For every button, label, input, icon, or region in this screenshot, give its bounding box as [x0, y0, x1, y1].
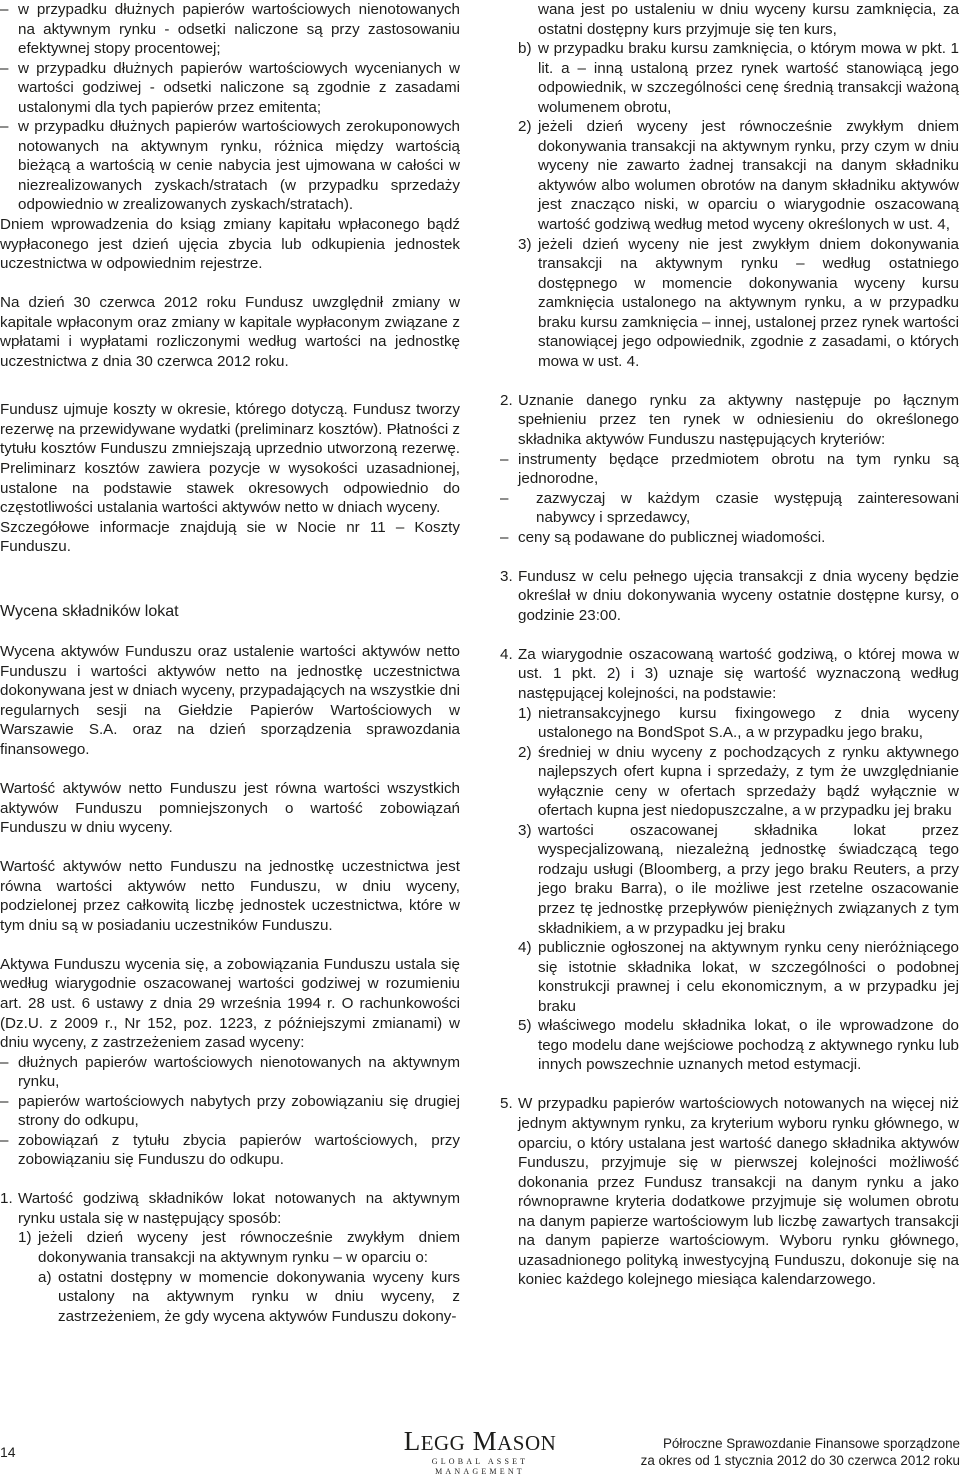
logo-wordmark: LEGG MASON	[403, 1426, 557, 1456]
list-text: Uznanie danego rynku za aktywny następuje po łącznym spełnieniu przez ten rynek w odniesieniu do określonego składnika aktywów Funduszu następujących kryteriów:	[518, 391, 959, 448]
list-text: jeżeli dzień wyceny jest równocześnie zwykłym dniem dokonywania transakcji na aktywnym rynku, przy czym w dniu wyceny nie zawarto żadnej transakcji na danym składniku aktywów albo wolumen obrotów na danym składniku aktywów jest znacząco niski, w oparciu o wiarygodnie oszacowaną wartość godziwą według metod wyceny określonych w ust. 4,	[538, 118, 959, 234]
list-text: jeżeli dzień wyceny jest równocześnie zwykłym dniem dokonywania transakcji na aktywnym rynku – w oparciu o:	[38, 1229, 460, 1267]
list-item	[0, 1228, 460, 1267]
report-title	[641, 1435, 960, 1469]
dash-item: – w przypadku dłużnych papierów wartościowych wycenianych w wartości godziwej - odsetki naliczone są zgodnie z zasadami ustalonymi dla tych papierów przez emitenta;	[0, 59, 460, 118]
list-item	[500, 743, 959, 821]
section-heading: Wycena składników lokat	[0, 602, 179, 620]
list-marker: 2)	[518, 743, 532, 761]
list-marker: b)	[518, 40, 532, 58]
list-marker: 1.	[0, 1190, 13, 1208]
list-item	[0, 1189, 460, 1228]
list-text: wartości oszacowanej składnika lokat przez wyspecjalizowaną, niezależną jednostkę świadczącą tego rodzaju usługi (Bloomberg, a przy jego braku Reuters, a przy jego braku Barra), o ile możliwe jest rzetelne oszacowanie przez tę jednostkę przepływów pieniężnych związanych z tym składnikiem, a w przypadku jej braku	[538, 821, 959, 937]
paragraph: Na dzień 30 czerwca 2012 roku Fundusz uwzględnił zmiany w kapitale wpłaconym oraz zmiany w kapitale wypłaconym związane z wpłatami i wypłatami rozliczonymi według wartości na jednostkę uczestnictwa z dnia 30 czerwca 2012 roku.	[0, 294, 460, 370]
list-marker: 5)	[518, 1017, 532, 1035]
list-text: w przypadku braku kursu zamknięcia, o którym mowa w pkt. 1 lit. a – inną ustaloną przez rynek wartość stanowiącą jego odpowiednik, w szczególności cenę średnią transakcji ważoną wolumenem obrotu,	[538, 40, 959, 116]
paragraph: Fundusz ujmuje koszty w okresie, którego dotyczą. Fundusz tworzy rezerwę na przewidywane wydatki (preliminarz kosztów). Płatności z tytułu kosztów Funduszu zmniejszają uprzednio utworzoną rezerwę. Preliminarz kosztów zawiera pozycje w wysokości uzasadnionej, ustalone na podstawie stawek okresowych odpowiednio do częstotliwości ustalania wartości aktywów netto w dniach wyceny.	[0, 401, 461, 517]
list-marker: 2)	[518, 118, 532, 136]
list-item	[500, 1094, 959, 1289]
paragraph: Szczegółowe informacje znajdują sie w Nocie nr 11 – Koszty Funduszu.	[0, 518, 460, 556]
list-text: publicznie ogłoszonej na aktywnym rynku ceny nieróżniącego się istotnie składnika lokat, w szczególności o podobnej konstrukcji prawnej i celu ekonomicznym, a w przypadku jej braku	[538, 939, 959, 1015]
paragraph: Wartość aktywów netto Funduszu jest równa wartości wszystkich aktywów Funduszu pomniejszonych o wartość zobowiązań Funduszu w dniu wyceny.	[0, 780, 460, 837]
right-column	[500, 0, 959, 1290]
paragraph: Aktywa Funduszu wycenia się, a zobowiązania Funduszu ustala się według wiarygodnie oszacowanej wartości godziwej w rozumieniu art. 28 ust. 6 ustawy z dnia 29 września 1994 r. O rachunkowości (Dz.U. z 2009 r., Nr 152, poz. 1223, z późniejszymi zmianami) w dniu wyceny, z zastrzeżeniem zasad wyceny:	[0, 955, 460, 1052]
report-title-line: za okres od 1 stycznia 2012 do 30 czerwca 2012 roku	[640, 1453, 960, 1468]
list-item	[500, 391, 959, 450]
list-text: jeżeli dzień wyceny nie jest zwykłym dniem dokonywania transakcji na aktywnym rynku – według ostatniego dostępnego w momencie dokonywania wyceny kursu zamknięcia ustalonego na aktywnym rynku, a w przypadku braku kursu zamknięcia – innej, ustalonej przez rynek wartości stanowiącej jego odpowiednik, zgodnie z zasadami, o których mowa w ust. 4.	[538, 235, 959, 370]
list-marker: 2.	[500, 391, 513, 409]
list-item	[500, 1016, 959, 1075]
list-item	[500, 39, 959, 117]
paragraph: Dniem wprowadzenia do ksiąg zmiany kapitału wpłaconego bądź wypłaconego jest dzień ujęcia zbycia lub odkupienia jednostek uczestnictwa w odpowiednim rejestrze.	[0, 216, 460, 273]
list-item	[500, 567, 959, 626]
list-text: Wartość godziwą składników lokat notowanych na aktywnym rynku ustala się w następujący sposób:	[18, 1190, 460, 1227]
page-number: 14	[0, 1444, 16, 1460]
dash-item: – instrumenty będące przedmiotem obrotu na tym rynku są jednorodne,	[500, 450, 959, 489]
list-item	[0, 1268, 460, 1327]
paragraph: wana jest po ustaleniu w dniu wyceny kursu zamknięcia, za ostatni dostępny kurs przyjmuje się ten kurs,	[538, 1, 959, 38]
list-text: Fundusz w celu pełnego ujęcia transakcji z dnia wyceny będzie określał w dniu dokonywania wyceny ostatnie dostępne kursy, o godzinie 23:00.	[518, 567, 959, 624]
list-item	[500, 938, 959, 1016]
left-column	[0, 0, 460, 1326]
list-marker: 1)	[18, 1229, 32, 1247]
list-item	[500, 645, 959, 704]
list-item	[500, 704, 959, 743]
list-item	[500, 821, 959, 938]
list-text: Za wiarygodnie oszacowaną wartość godziwą, o której mowa w ust. 1 pkt. 2) i 3) uznaje się wartość wyznaczoną według następującej kolejności, na podstawie:	[518, 645, 959, 702]
report-title-line: Półroczne Sprawozdanie Finansowe sporządzone	[662, 1436, 960, 1451]
list-text: średniej w dniu wyceny z pochodzących z rynku aktywnego najlepszych ofert kupna i sprzedaży, z tym że uwzględnianie wyłącznie ceny w ofertach sprzedaży bądź wyłącznie w ofertach kupna jest niedopuszczalne, a w przypadku jej braku	[538, 743, 959, 820]
list-marker: 4.	[500, 645, 513, 663]
list-text: właściwego modelu składnika lokat, o ile wprowadzone do tego modelu dane wejściowe pochodzą z aktywnego rynku lub innych powszechnie uznanych metod estymacji.	[538, 1017, 959, 1074]
dash-item: – papierów wartościowych nabytych przy zobowiązaniu się drugiej strony do odkupu,	[0, 1092, 460, 1131]
list-item	[500, 235, 959, 372]
list-marker: 1)	[518, 704, 532, 722]
list-marker: 3)	[518, 821, 532, 839]
dash-item: – ceny są podawane do publicznej wiadomości.	[500, 528, 959, 548]
dash-item: – zobowiązań z tytułu zbycia papierów wartościowych, przy zobowiązaniu się Funduszu do odkupu.	[0, 1131, 460, 1170]
paragraph: Wycena aktywów Funduszu oraz ustalenie wartości aktywów netto Funduszu i wartości aktywów netto na jednostkę uczestnictwa dokonywana jest w dniach wyceny, przypadających na wszystkie dni regularnych sesji na Giełdzie Papierów Wartościowych w Warszawie S.A. oraz na dzień sporządzenia sprawozdania finansowego.	[0, 643, 460, 758]
list-marker: 3)	[518, 235, 532, 253]
list-text: W przypadku papierów wartościowych notowanych na więcej niż jednym aktywnym rynku, za kryterium wyboru rynku głównego, w oparciu, o który ustalana jest wartość danego składnika aktywów Funduszu, przyjmuje się w pierwszej kolejności możliwość dokonania przez Fundusz transakcji na danym rynku a jako równoprawne kryteria dodatkowe przyjmuje się wolumen obrotu na danym papierze wartościowym lub liczbę zawartych transakcji na danym papierze wartościowym. Wyboru rynku głównego, uzasadnionego polityką inwestycyjną Funduszu, dokonuje się na koniec każdego kolejnego miesiąca kalendarzowego.	[518, 1095, 959, 1289]
list-marker: 5.	[500, 1095, 513, 1113]
paragraph: Wartość aktywów netto Funduszu na jednostkę uczestnictwa jest równa wartości aktywów netto Funduszu, w dniu wyceny, podzielonej przez całkowitą liczbę jednostek uczestnictwa, które w tym dniu są w posiadaniu uczestników Funduszu.	[0, 858, 460, 934]
legg-mason-logo	[392, 1427, 568, 1477]
list-text: nietransakcyjnego kursu fixingowego z dnia wyceny ustalonego na BondSpot S.A., a w przypadku jego braku,	[538, 704, 959, 742]
list-marker: 4)	[518, 939, 532, 957]
logo-tagline: GLOBAL ASSET MANAGEMENT	[431, 1457, 529, 1476]
list-marker: a)	[38, 1268, 52, 1286]
list-marker: 3.	[500, 567, 513, 585]
dash-item: – zazwyczaj w każdym czasie występują zainteresowani nabywcy i sprzedawcy,	[500, 489, 959, 528]
list-item	[500, 117, 959, 234]
list-text: ostatni dostępny w momencie dokonywania wyceny kurs ustalony na aktywnym rynku w dniu wyceny, z zastrzeżeniem, że gdy wycena aktywów Funduszu dokony-	[58, 1268, 460, 1325]
dash-item: – w przypadku dłużnych papierów wartościowych zerokuponowych notowanych na aktywnym rynku, różnica między wartością bieżącą a wartością w cenie nabycia jest ujmowana w całości w niezrealizowanych zyskach/stratach (w przypadku sprzedaży odpowiednio w zrealizowanych zyskach/stratach).	[0, 117, 460, 215]
dash-item: – dłużnych papierów wartościowych nienotowanych na aktywnym rynku,	[0, 1053, 460, 1092]
dash-item: – w przypadku dłużnych papierów wartościowych nienotowanych na aktywnym rynku - odsetki naliczone są przy zastosowaniu efektywnej stopy procentowej;	[0, 0, 460, 59]
